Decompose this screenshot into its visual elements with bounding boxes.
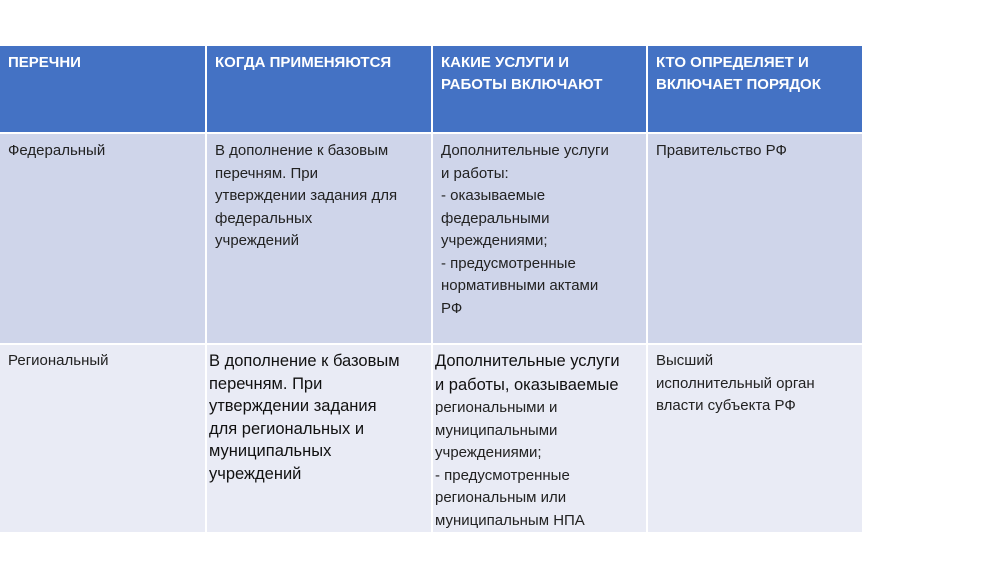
- cell-list-name: Региональный: [0, 344, 206, 533]
- cell-when-applied: В дополнение к базовым перечням. При утверждении задания для федеральных учреждений: [206, 133, 432, 344]
- table-header-row: [0, 46, 862, 133]
- cell-services-lead: Дополнительные услуги и работы, оказываемые: [435, 352, 620, 394]
- cell-when-applied: В дополнение к базовым перечням. При утверждении задания для региональных и муниципальных учреждений: [206, 344, 432, 533]
- cell-who-determines: Высший исполнительный орган власти субъекта РФ: [647, 344, 862, 533]
- header-when-applied: КОГДА ПРИМЕНЯЮТСЯ: [206, 46, 432, 133]
- cell-services: [432, 344, 647, 533]
- cell-who-determines: Правительство РФ: [647, 133, 862, 344]
- cell-services-rest: региональными и муниципальными учреждениями; - предусмотренные региональным или муниципальным НПА: [435, 399, 585, 529]
- table-row-regional: [0, 344, 862, 533]
- header-services-included: КАКИЕ УСЛУГИ И РАБОТЫ ВКЛЮЧАЮТ: [432, 46, 647, 133]
- cell-list-name: Федеральный: [0, 133, 206, 344]
- table-row-federal: [0, 133, 862, 344]
- header-who-determines: КТО ОПРЕДЕЛЯЕТ И ВКЛЮЧАЕТ ПОРЯДОК: [647, 46, 862, 133]
- header-lists: ПЕРЕЧНИ: [0, 46, 206, 133]
- lists-table: [0, 46, 862, 534]
- cell-services: Дополнительные услуги и работы: - оказываемые федеральными учреждениями; - предусмотренные нормативными актами РФ: [432, 133, 647, 344]
